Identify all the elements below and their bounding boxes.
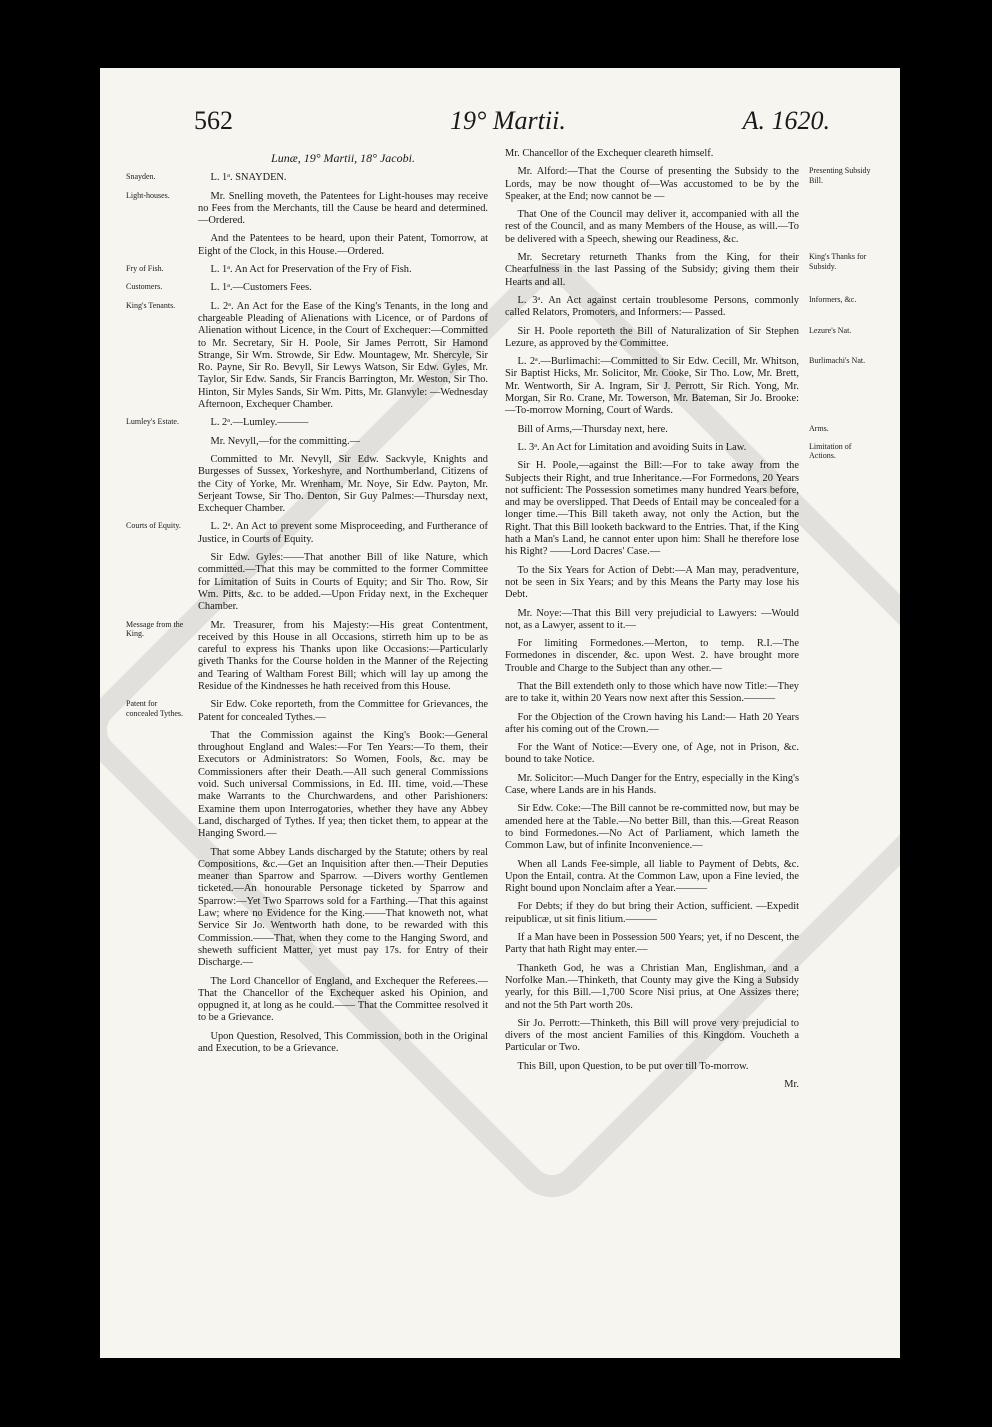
- paragraph-text: Mr.: [784, 1079, 799, 1090]
- paragraph: [198, 976, 488, 1025]
- paragraph: [505, 441, 852, 461]
- paragraph-text: L. 3ᵃ. An Act for Limitation and avoiding Suits in Law.: [517, 441, 747, 453]
- paragraph-text: For Debts; if they do but bring their Action, sufficient. —Expedit reipublicæ, ut sit finis litium.———: [505, 901, 799, 925]
- paragraph-text: If a Man have been in Possession 500 Years; yet, if no Descent, the Party that hath Right may enter.—: [505, 932, 799, 956]
- paragraph: [505, 166, 871, 203]
- paragraph: [505, 252, 867, 289]
- margin-note: Limitation of Actions.: [809, 441, 852, 461]
- margin-note: Lumley's Estate.: [126, 417, 179, 427]
- paragraph: [198, 552, 488, 613]
- margin-note: Informers, &c.: [809, 294, 857, 304]
- paragraph: [505, 294, 857, 320]
- paragraph-text: Mr. Chancellor of the Exchequer cleareth himself.: [505, 148, 714, 159]
- page-number: 562: [194, 106, 233, 135]
- paragraph-text: For limiting Formedones.—Merton, to temp. R.I.—The Formedones in discender, &c. upon West. 2. have brought more Trouble and Charge to the Subject than any other.—: [505, 638, 799, 674]
- document-page: [100, 68, 900, 1358]
- paragraph-text: That the Commission against the King's Book:—General throughout England and Wales:—For Ten Years:—To them, their Executors or Administrators: So Women, Fools, &c. may be Commissioners after their Death.—All such general Commissions void. Such universal Commissions, in Ed. III. time, void.—These make Warrants to the Churchwardens, and other Parishioners: Examine them upon Interrogatories, whether they have any Abbey Land, discharged of Tythes. If yea; then ticket them, to appear at the Hanging Sword.—: [198, 729, 488, 840]
- paragraph: [505, 423, 829, 436]
- paragraph-text: Sir Edw. Coke:—The Bill cannot be re-committed now, but may be amended here at the Table.—No better Bill, than this.—Great Reason to bind Formedones.—No Act of Parliament, which lameth the Common Law, but of infinite Inconvenience.—: [505, 803, 799, 852]
- paragraph-text: Bill of Arms,—Thursday next, here.: [517, 423, 668, 435]
- paragraph-text: That the Bill extendeth only to those which have now Title:—They are to take it, within 20 Years now next after this Session.———: [505, 680, 799, 705]
- paragraph-text: Upon Question, Resolved, This Commission, both in the Original and Execution, to be a Grievance.: [198, 1030, 488, 1054]
- margin-note: Courts of Equity.: [126, 521, 181, 531]
- paragraph: [198, 730, 488, 841]
- paragraph-text: That some Abbey Lands discharged by the Statute; others by real Compositions, &c.—Get an Inquisition after then.—Their Deputies meaner than Sparrow and Sparrow. —Divers worthy Gentlemen ticketed.—An honourable Personage ticketed by Sparrow and Sparrow:—Yet Two Sparrows sold for a Farthing.—That this against Law; where no Evidence for the King.——That knoweth not, what Service Sir Jo. Wentworth hath done, to be rewarded with this Commission.——That, when they come to the Hanging Sword, and sheweth sufficient Matter, yet must pay 17s. for Entry of their Discharge.—: [198, 846, 488, 969]
- paragraph: [505, 356, 866, 417]
- paragraph: [505, 565, 799, 602]
- margin-note: Patent for concealed Tythes.: [126, 699, 184, 718]
- paragraph: [505, 1018, 799, 1055]
- paragraph: [126, 619, 488, 694]
- paragraph-text: Sir Edw. Coke reporteth, from the Committee for Grievances, the Patent for concealed Tythes.—: [198, 699, 488, 723]
- paragraph-text: Mr. Secretary returneth Thanks from the King, for their Chearfulness in the last Passing of the Subsidy; giving them their Hearts and all.: [505, 252, 799, 288]
- paragraph-text: That One of the Council may deliver it, accompanied with all the rest of the Council, and as many Members of the House, as will.—To be delivered with a Speech, shewing our Readiness, &c.: [505, 209, 799, 245]
- margin-note: Customers.: [126, 282, 163, 292]
- paragraph-text: L. 1ᵃ. An Act for Preservation of the Fry of Fish.: [210, 264, 412, 276]
- paragraph-text: Committed to Mr. Nevyll, Sir Edw. Sackvyle, Knights and Burgesses of Sussex, Yorkeshyre, and Northumberland, Citizens of the City of Yorke, Mr. Wrenham, Mr. Noye, Sir Edw. Payton, Mr. Serjeant Towse, Sir Tho. Denton, Sir Guy Palmes:—Thursday next, Exchequer Chamber.: [198, 453, 488, 515]
- paragraph: [198, 233, 488, 258]
- paragraph: [198, 1031, 488, 1056]
- paragraph: [505, 901, 799, 926]
- right-entries: [505, 148, 871, 1091]
- paragraph: [505, 148, 799, 160]
- paragraph: [126, 300, 488, 412]
- paragraph: [505, 1061, 799, 1073]
- paragraph-text: L. 1ᵃ. SNAYDEN.: [210, 172, 287, 184]
- paragraph-text: Mr. Noye:—That this Bill very prejudicial to Lawyers: —Would not, as a Lawyer, assent to it.—: [505, 607, 799, 631]
- paragraph-text: When all Lands Fee-simple, all liable to Payment of Debts, &c. Upon the Entail, contra. At the Common Law, upon a Fine levied, the Right bound upon Nonclaim after a Year.———: [505, 858, 799, 895]
- session-title: Lunæ, 19° Martii, 18° Jacobi.: [271, 151, 415, 165]
- margin-note: Message from the King.: [126, 619, 184, 638]
- paragraph-text: L. 3ᵃ. An Act against certain troublesome Persons, commonly called Relators, Promoters, and Informers:— Passed.: [505, 294, 799, 319]
- page-date: 19° Martii.: [450, 106, 566, 135]
- paragraph-text: L. 2ᵃ.—Lumley.———: [210, 417, 309, 429]
- paragraph: [198, 454, 488, 515]
- paragraph: [126, 699, 488, 724]
- paragraph-text: Mr. Solicitor:—Much Danger for the Entry, especially in the King's Case, where Lands are in his Hands.: [505, 772, 799, 797]
- paragraph: [126, 417, 488, 429]
- paragraph: [505, 608, 799, 633]
- paragraph: [505, 1079, 799, 1091]
- paragraph: [505, 803, 799, 852]
- margin-note: King's Thanks for Subsidy.: [809, 252, 867, 271]
- margin-note: Snayden.: [126, 172, 156, 182]
- paragraph-text: Mr. Snelling moveth, the Patentees for Light-houses may receive no Fees from the Merchants, till the Cause be heard and determined.—Ordered.: [198, 190, 488, 227]
- right-column: [505, 148, 871, 1097]
- paragraph-text: This Bill, upon Question, to be put over till To-morrow.: [517, 1060, 749, 1072]
- paragraph: [126, 282, 488, 294]
- paragraph: [505, 742, 799, 767]
- paragraph-text: Sir Jo. Perrott:—Thinketh, this Bill will prove very prejudicial to divers of the most ancient Families of this Kingdom. Voucheth a Particular or Two.: [505, 1017, 799, 1054]
- margin-note: Light-houses.: [126, 190, 170, 200]
- paragraph-text: For the Want of Notice:—Every one, of Age, not in Prison, &c. bound to take Notice.: [505, 742, 799, 766]
- paragraph: [126, 190, 488, 228]
- margin-note: King's Tenants.: [126, 300, 176, 310]
- paragraph-text: Thanketh God, he was a Christian Man, Englishman, and a Norfolke Man.—Thinketh, that County may give the King a Subsidy yearly, for this Bill.—1,700 Score Nisi prius, at One Assizes there; and not the 5th Part worth 20s.: [505, 962, 799, 1011]
- margin-note: Lezure's Nat.: [809, 325, 852, 335]
- paragraph-text: L. 2ᵃ.—Burlimachi:—Committed to Sir Edw. Cecill, Mr. Whitson, Sir Baptist Hicks, Mr. Solicitor, Mr. Cooke, Sir Tho. Low, Mr. Brett, Mr. Wentworth, Sir A. Ingram, Sir J. Perrott, Sir Rich. Yong, Mr. Morgan, Sir Ro. Crane, Mr. Towerson, Mr. Bateman, Sir Jo. Brooke:—To-morrow Morning, Court of Wards.: [505, 356, 799, 417]
- paragraph: [198, 847, 488, 970]
- paragraph: [505, 712, 799, 737]
- paragraph-text: The Lord Chancellor of England, and Exchequer the Referees.—That the Chancellor of the Exchequer asked his Opinion, and oppugned it, at long as he could.—— That the Committee resolved it to be a Grievance.: [198, 975, 488, 1024]
- margin-note: Burlimachi's Nat.: [809, 356, 866, 366]
- paragraph: [505, 932, 799, 957]
- left-column: [126, 148, 488, 1061]
- paragraph: [505, 209, 799, 246]
- paragraph-text: Mr. Nevyll,—for the committing.—: [210, 435, 360, 447]
- paragraph-text: Sir H. Poole,—against the Bill:—For to take away from the Subjects their Right, and true Inheritance.—For Formedons, 20 Years not sufficient: The Possession sometimes many hundred Years before, and may be overslipped. That Deeds of Entail may be concealed for a longer time.—This Bill taketh away, not only the Action, but the Right. That this Bill looketh backward to the Entries. That, if the King hath a Man's Land, he cannot enter upon him: Shall he therefore lose his Right? ——Lord Dacres' Case.—: [505, 460, 799, 558]
- paragraph: [126, 521, 488, 546]
- left-entries: [126, 172, 488, 1055]
- paragraph: [505, 325, 852, 351]
- paragraph: [505, 681, 799, 706]
- paragraph-text: L. 1ᵃ.—Customers Fees.: [210, 282, 312, 294]
- paragraph: [505, 859, 799, 896]
- margin-note: Fry of Fish.: [126, 264, 164, 274]
- margin-note: Presenting Subsidy Bill.: [809, 166, 871, 185]
- page-header: [100, 106, 900, 146]
- paragraph: [505, 773, 799, 798]
- paragraph: [505, 460, 799, 558]
- paragraph: [505, 963, 799, 1012]
- page-year: A. 1620.: [742, 106, 830, 135]
- paragraph-text: And the Patentees to be heard, upon their Patent, Tomorrow, at Eight of the Clock, in this House.—Ordered.: [198, 233, 488, 257]
- paragraph-text: Mr. Treasurer, from his Majesty:—His great Contentment, received by this House in all Occasions, stirreth him up to be as careful to express his Thanks upon like Occasions:—Particularly giveth Thanks for the Course holden in the Manner of the Rejecting and Tearing of Waltham Forest Bill; which will lay up among the Residue of the Kindnesses he hath received from this House.: [198, 619, 488, 692]
- paragraph-text: Sir H. Poole reporteth the Bill of Naturalization of Sir Stephen Lezure, as approved by the Committee.: [505, 325, 799, 349]
- paragraph-text: To the Six Years for Action of Debt:—A Man may, peradventure, not be seen in Six Years; and by this Means the Party may lose his Debt.: [505, 564, 799, 601]
- paragraph-text: For the Objection of the Crown having his Land:— Hath 20 Years after his coming out of the Crown.—: [505, 711, 799, 735]
- paragraph: [198, 436, 488, 448]
- margin-note: Arms.: [809, 423, 829, 433]
- paragraph-text: Mr. Alford:—That the Course of presenting the Subsidy to the Lords, may be now thought of—Was accustomed to be by the Speaker, at the End; now cannot be —: [505, 166, 799, 202]
- paragraph: [505, 638, 799, 675]
- paragraph-text: Sir Edw. Gyles:——That another Bill of like Nature, which committed.—That this may be committed to the former Committee for Limitation of Suits in Courts of Equity; and Sir Tho. Row, Sir Wm. Pitts, &c. to be added.—Upon Friday next, in the Exchequer Chamber.: [198, 552, 488, 613]
- paragraph-text: L. 2ᵃ. An Act to prevent some Misproceeding, and Furtherance of Justice, in Courts of Equity.: [198, 521, 488, 545]
- paragraph: [126, 172, 488, 184]
- paragraph: [126, 264, 488, 276]
- paragraph-text: L. 2ᵃ. An Act for the Ease of the King's Tenants, in the long and chargeable Pleading of Alienations with Licence, or of Pardons of Alienation without Licence, in the Court of Exchequer:—Committed to Mr. Secretary, Sir H. Poole, Sir James Perrott, Sir Hamond Strange, Sir Wm. Strowde, Sir Edw. Mountagew, Mr. Shercyle, Sir Ro. Payne, Sir Ro. Bevyll, Sir Lewys Watson, Sir Edw. Gyles, Mr. Taylor, Sir Edw. Sands, Sir Francis Barrington, Mr. Weston, Sir Tho. Hinton, Sir Myles Sands, Sir Wm. Pitts, Mr. Glanvyle: —Wednesday Afternoon, Exchequer Chamber.: [198, 300, 488, 411]
